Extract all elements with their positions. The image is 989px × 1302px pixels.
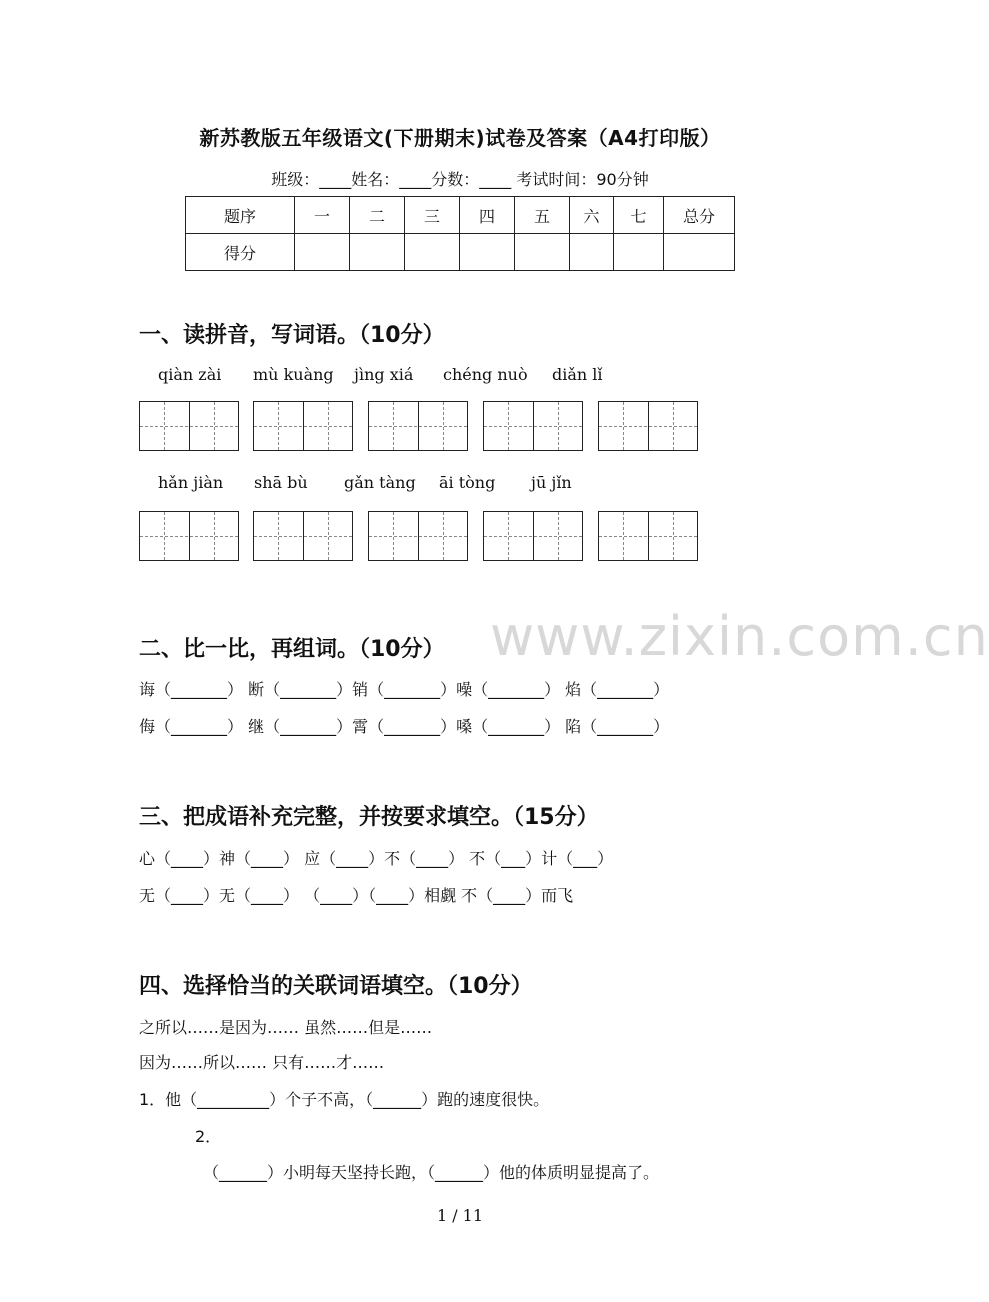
row-label-cell: 得分 xyxy=(186,234,295,271)
header-cell: 五 xyxy=(515,197,570,234)
student-info-line: 班级：____姓名：____分数：____ 考试时间：90分钟 xyxy=(271,170,649,189)
score-cell xyxy=(515,234,570,271)
writing-grid-box[interactable] xyxy=(598,401,698,451)
header-cell: 总分 xyxy=(664,197,735,234)
writing-grid-box[interactable] xyxy=(483,511,583,561)
header-cell: 二 xyxy=(350,197,405,234)
writing-grid-box[interactable] xyxy=(253,511,353,561)
header-cell: 三 xyxy=(405,197,460,234)
pinyin-label: hǎn jiàn xyxy=(158,473,224,492)
page-title: 新苏教版五年级语文(下册期末)试卷及答案（A4打印版） xyxy=(199,126,721,150)
question-1: 1．他（_________）个子不高，（______）跑的速度很快。 xyxy=(139,1090,550,1109)
section3-heading: 三、把成语补充完整，并按要求填空。（15分） xyxy=(139,805,599,830)
score-table-header-row xyxy=(186,197,735,234)
score-cell xyxy=(405,234,460,271)
header-cell: 四 xyxy=(460,197,515,234)
pinyin-label: jìng xiá xyxy=(354,365,414,384)
score-cell xyxy=(350,234,405,271)
header-cell: 题序 xyxy=(186,197,295,234)
score-table xyxy=(185,196,735,271)
writing-grid-box[interactable] xyxy=(483,401,583,451)
score-table-score-row xyxy=(186,234,735,271)
conjunction-options: 之所以……是因为…… 虽然……但是…… xyxy=(139,1018,433,1037)
pinyin-label: chéng nuò xyxy=(443,365,528,384)
question-2: （______）小明每天坚持长跑，（______）他的体质明显提高了。 xyxy=(203,1163,660,1182)
score-cell xyxy=(664,234,735,271)
idiom-line: 心（____）神（____） 应（____）不（____） 不（___）计（___） xyxy=(139,849,614,868)
pinyin-label: shā bù xyxy=(254,473,308,492)
idiom-line: 无（____）无（____） （____）（____）相觑 不（____）而飞 xyxy=(139,886,574,905)
writing-grid-box[interactable] xyxy=(368,401,468,451)
section2-heading: 二、比一比，再组词。（10分） xyxy=(139,637,445,662)
pinyin-label: mù kuàng xyxy=(253,365,334,384)
word-compare-line: 侮（_______） 继（_______）霄（_______）嗓（_______） 陷（_______） xyxy=(139,717,670,736)
writing-grid-box[interactable] xyxy=(368,511,468,561)
word-compare-line: 诲（_______） 断（_______）销（_______）噪（_______） 焰（_______） xyxy=(139,680,670,699)
header-cell: 一 xyxy=(295,197,350,234)
page-number: 1 / 11 xyxy=(436,1206,484,1225)
conjunction-options: 因为……所以…… 只有……才…… xyxy=(139,1053,385,1072)
pinyin-label: qiàn zài xyxy=(158,365,222,384)
section4-heading: 四、选择恰当的关联词语填空。（10分） xyxy=(139,974,533,999)
writing-grid-box[interactable] xyxy=(139,401,239,451)
section1-heading: 一、读拼音，写词语。（10分） xyxy=(139,323,445,348)
header-cell: 六 xyxy=(570,197,614,234)
score-cell xyxy=(460,234,515,271)
writing-grid-box[interactable] xyxy=(598,511,698,561)
score-cell xyxy=(614,234,664,271)
watermark: www.zixin.com.cn xyxy=(490,605,989,668)
pinyin-label: gǎn tàng xyxy=(344,473,416,492)
header-cell: 七 xyxy=(614,197,664,234)
writing-grid-box[interactable] xyxy=(139,511,239,561)
writing-grid-box[interactable] xyxy=(253,401,353,451)
pinyin-label: jū jǐn xyxy=(531,473,572,492)
score-cell xyxy=(295,234,350,271)
question-2-number: 2． xyxy=(195,1127,222,1146)
score-cell xyxy=(570,234,614,271)
pinyin-label: āi tòng xyxy=(439,473,496,492)
pinyin-label: diǎn lǐ xyxy=(552,365,603,384)
